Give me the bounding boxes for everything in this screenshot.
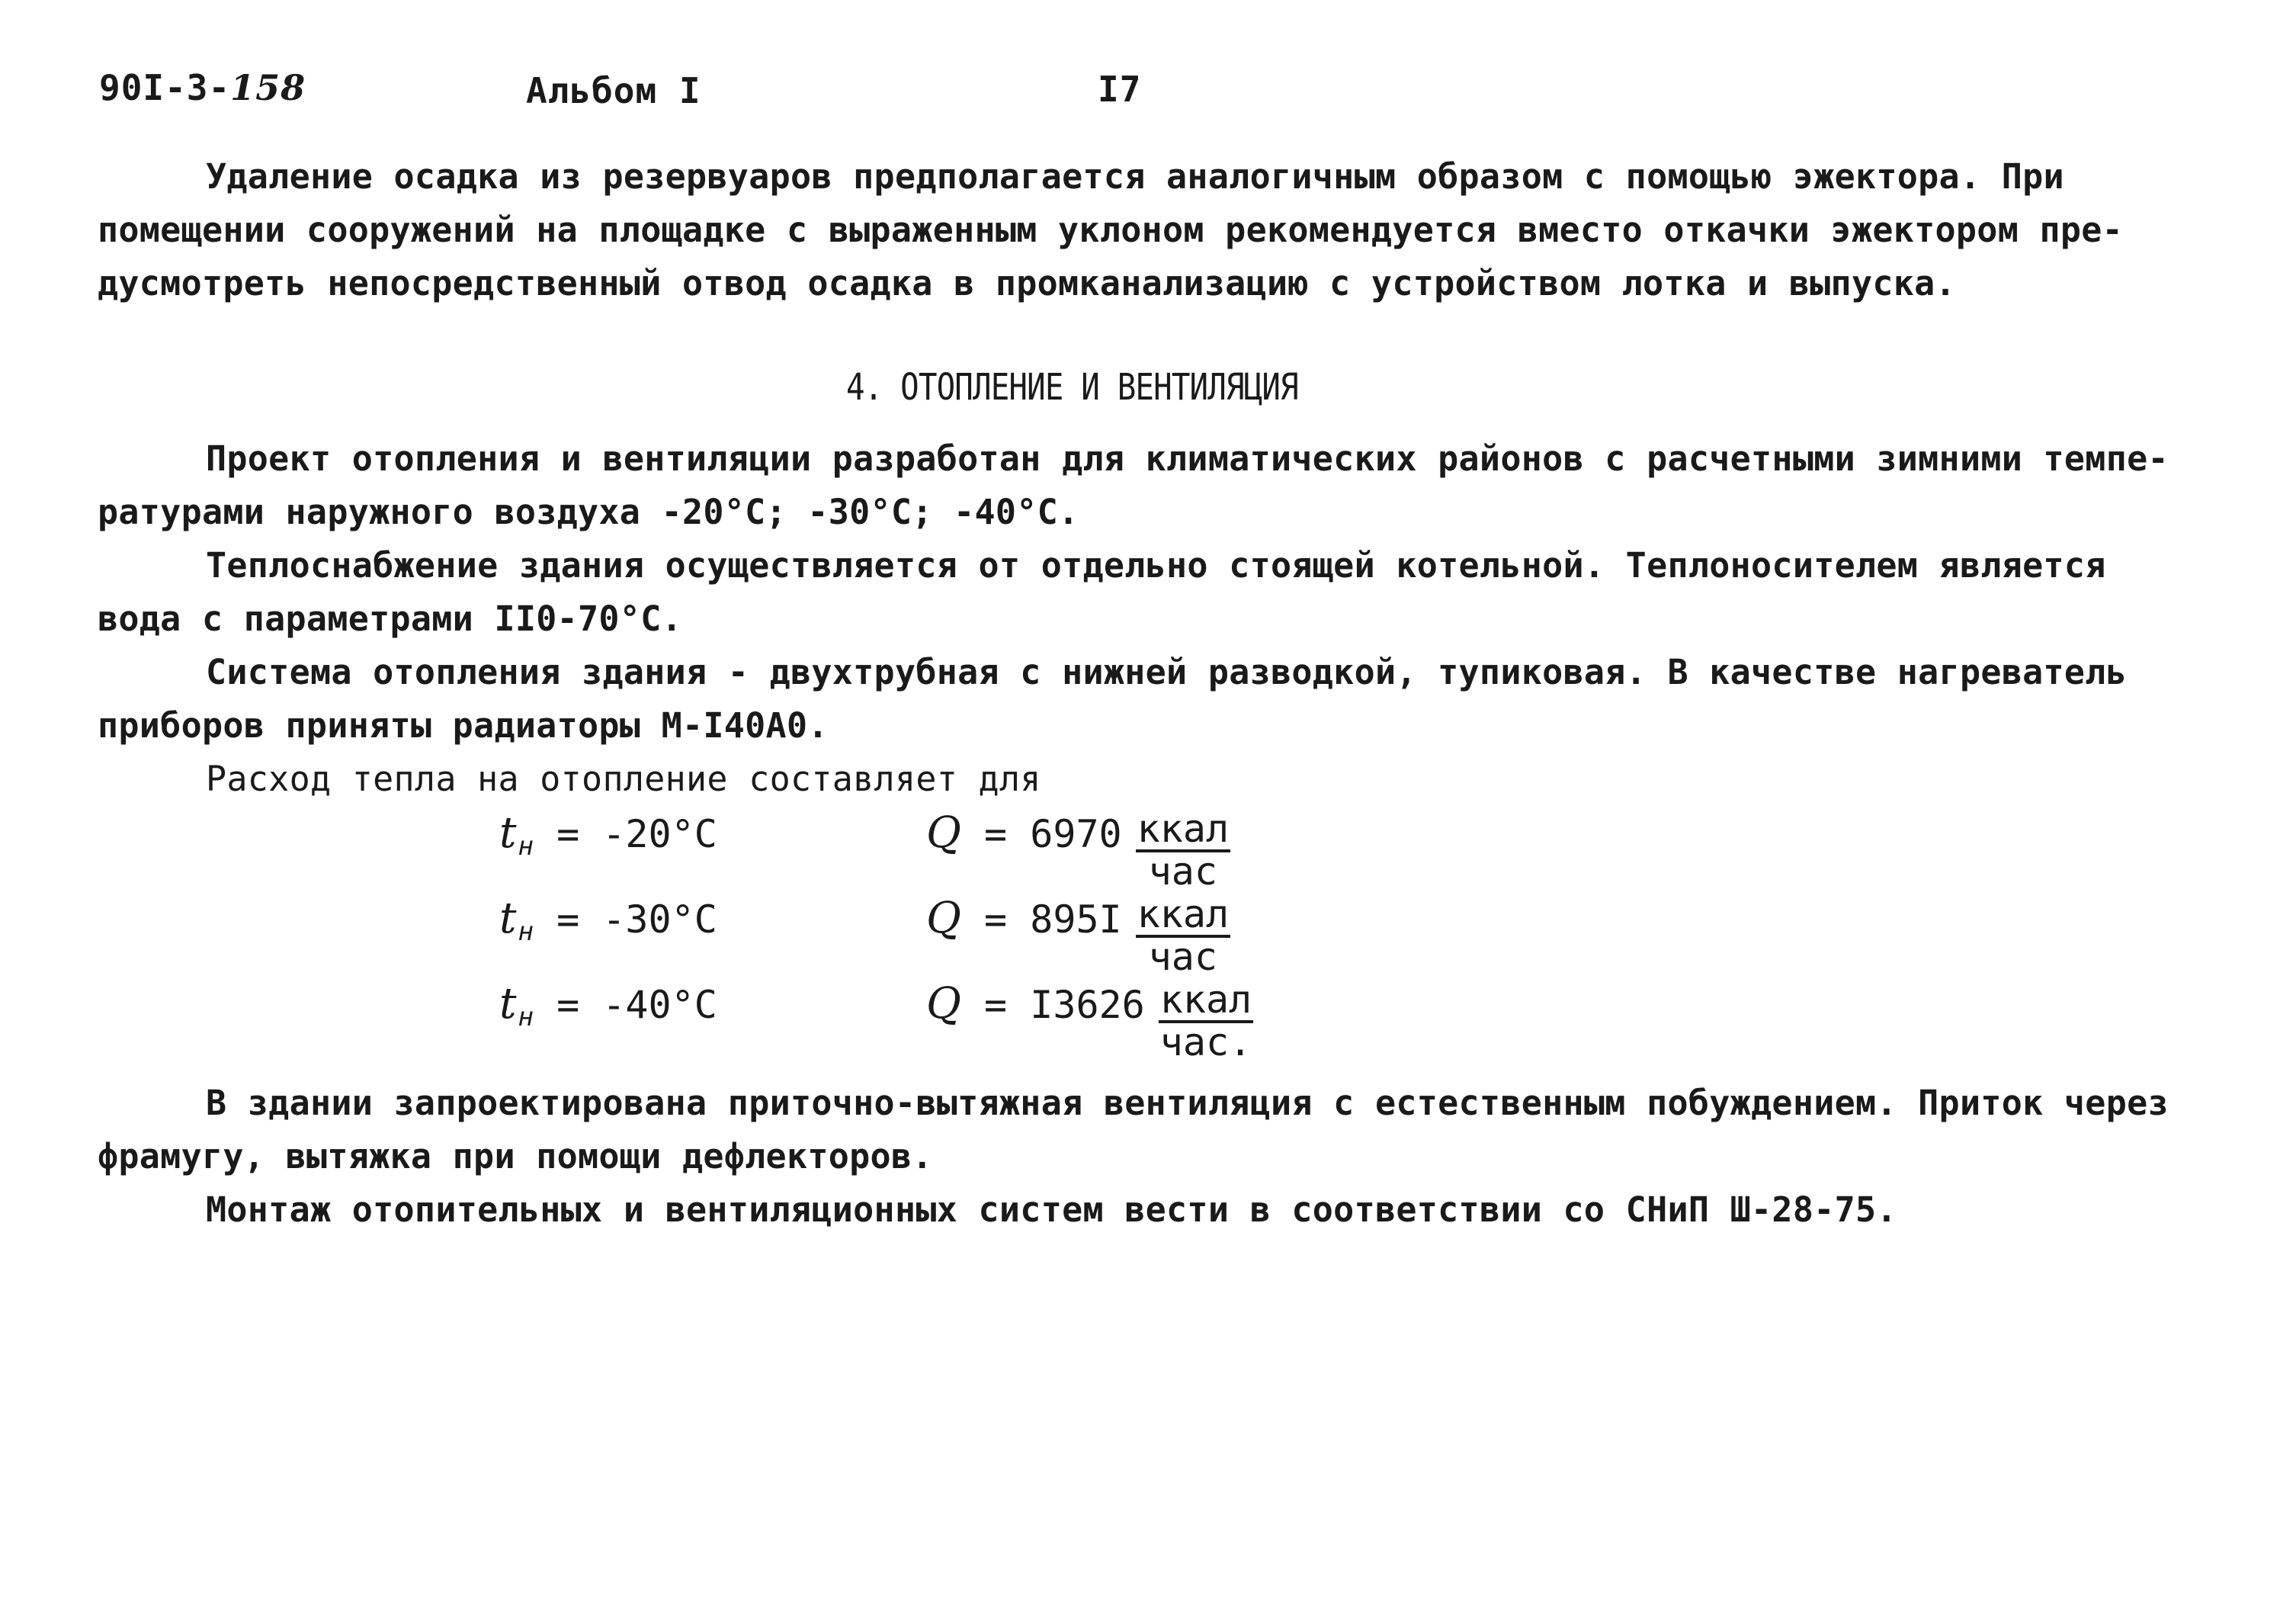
heating-line: приборов приняты радиаторы М-I40А0. xyxy=(98,705,829,746)
unit-denominator: час xyxy=(1148,935,1218,979)
heat-symbol: Q xyxy=(926,808,961,858)
heating-line: Расход тепла на отопление составляет для xyxy=(206,759,1041,799)
temperature-symbol: t xyxy=(499,808,517,858)
heat-formula-row xyxy=(499,979,1338,1078)
document-code-handwritten: 158 xyxy=(230,67,306,108)
temperature-subscript: н xyxy=(518,1002,534,1032)
unit-denominator: час. xyxy=(1159,1020,1252,1064)
intro-line: Удаление осадка из резервуаров предполагается аналогичным образом с помощью эжектора. При xyxy=(206,156,2064,197)
temperature-value: = -20°С xyxy=(556,812,717,856)
unit-numerator: ккал xyxy=(1137,892,1230,936)
heat-expression xyxy=(926,892,1230,979)
heat-value: = 6970 xyxy=(984,812,1122,856)
temperature-expression xyxy=(499,979,717,1032)
unit-numerator: ккал xyxy=(1159,977,1252,1022)
heat-symbol: Q xyxy=(926,894,961,943)
temperature-value: = -30°С xyxy=(556,897,717,942)
heat-expression xyxy=(926,807,1230,894)
section-title: 4. ОТОПЛЕНИЕ И ВЕНТИЛЯЦИЯ xyxy=(846,366,1298,409)
ventilation-line: Монтаж отопительных и вентиляционных систем вести в соответствии со СНиП Ш-28-75. xyxy=(206,1189,1897,1230)
heating-line: вода с параметрами II0-70°С. xyxy=(98,599,682,639)
page-number: I7 xyxy=(1098,69,1142,110)
album-label: Альбом I xyxy=(526,70,701,111)
heating-line: Теплоснабжение здания осуществляется от отдельно стоящей котельной. Теплоносителем является xyxy=(206,545,2106,586)
ventilation-line: В здании запроектирована приточно-вытяжная вентиляция с естественным побуждением. Приток через xyxy=(206,1083,2169,1123)
intro-line: дусмотреть непосредственный отвод осадка в промканализацию с устройством лотка и выпуска. xyxy=(98,263,1956,303)
temperature-subscript: н xyxy=(518,916,534,947)
heat-symbol: Q xyxy=(926,979,961,1029)
unit-numerator: ккал xyxy=(1137,807,1230,851)
temperature-expression xyxy=(499,808,717,862)
temperature-expression xyxy=(499,894,717,947)
unit-fraction xyxy=(1136,892,1230,979)
document-code xyxy=(99,67,306,108)
heating-line: Система отопления здания - двухтрубная с нижней разводкой, тупиковая. В качестве нагреватель xyxy=(206,652,2128,692)
ventilation-line: фрамугу, вытяжка при помощи дефлекторов. xyxy=(98,1136,933,1176)
unit-fraction xyxy=(1159,977,1253,1064)
unit-denominator: час xyxy=(1148,849,1218,894)
temperature-value: = -40°С xyxy=(556,983,717,1027)
temperature-symbol: t xyxy=(499,979,517,1029)
heat-value: = I3626 xyxy=(984,983,1145,1027)
heat-value: = 895I xyxy=(984,897,1122,942)
document-code-prefix: 90I-3- xyxy=(99,67,231,108)
intro-line: помещении сооружений на площадке с выраженным уклоном рекомендуется вместо откачки эжектором пре- xyxy=(98,210,2124,250)
heating-line: Проект отопления и вентиляции разработан для климатических районов с расчетными зимними темпе- xyxy=(206,438,2169,479)
heat-expression xyxy=(926,977,1253,1064)
temperature-subscript: н xyxy=(518,831,534,862)
heating-line: ратурами наружного воздуха -20°С; -30°С; -40°С. xyxy=(98,492,1079,532)
unit-fraction xyxy=(1136,807,1230,894)
temperature-symbol: t xyxy=(499,894,517,943)
